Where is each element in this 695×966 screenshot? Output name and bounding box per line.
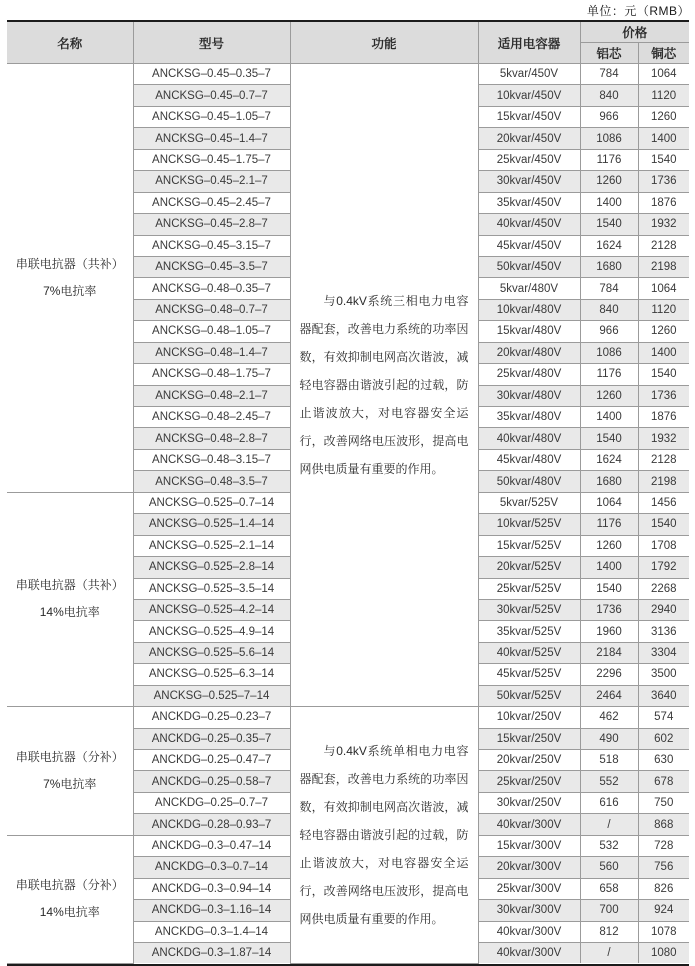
price-aluminum-cell: 1624 xyxy=(580,449,638,470)
price-aluminum-cell: 2296 xyxy=(580,664,638,685)
price-aluminum-cell: 2464 xyxy=(580,685,638,706)
model-cell: ANCKDG–0.3–0.94–14 xyxy=(133,878,290,899)
capacitor-cell: 30kvar/250V xyxy=(478,792,580,813)
column-header-function: 功能 xyxy=(290,22,478,64)
product-name-cell xyxy=(7,492,133,706)
price-copper-cell: 1540 xyxy=(638,149,689,170)
model-cell: ANCKSG–0.525–3.5–14 xyxy=(133,578,290,599)
capacitor-cell: 35kvar/525V xyxy=(478,621,580,642)
capacitor-cell: 25kvar/450V xyxy=(478,149,580,170)
price-aluminum-cell: 1176 xyxy=(580,364,638,385)
price-aluminum-cell: 552 xyxy=(580,771,638,792)
product-name-cell xyxy=(7,707,133,836)
capacitor-cell: 30kvar/525V xyxy=(478,599,580,620)
column-header-aluminum-core: 铝芯 xyxy=(580,43,638,64)
price-aluminum-cell: 1540 xyxy=(580,428,638,449)
price-aluminum-cell: 1680 xyxy=(580,471,638,492)
model-cell: ANCKDG–0.25–0.58–7 xyxy=(133,771,290,792)
model-cell: ANCKSG–0.45–1.05–7 xyxy=(133,106,290,127)
price-copper-cell: 1876 xyxy=(638,407,689,428)
model-cell: ANCKSG–0.48–0.7–7 xyxy=(133,299,290,320)
price-aluminum-cell: 518 xyxy=(580,750,638,771)
model-cell: ANCKSG–0.45–2.45–7 xyxy=(133,192,290,213)
product-name-cell xyxy=(7,835,133,963)
price-copper-cell: 924 xyxy=(638,900,689,921)
price-aluminum-cell: 1960 xyxy=(580,621,638,642)
price-copper-cell: 1456 xyxy=(638,492,689,513)
model-cell: ANCKSG–0.45–2.1–7 xyxy=(133,171,290,192)
price-aluminum-cell: 784 xyxy=(580,278,638,299)
capacitor-cell: 5kvar/525V xyxy=(478,492,580,513)
capacitor-cell: 30kvar/480V xyxy=(478,385,580,406)
price-aluminum-cell: 700 xyxy=(580,900,638,921)
capacitor-cell: 15kvar/525V xyxy=(478,535,580,556)
price-aluminum-cell: 1260 xyxy=(580,385,638,406)
price-copper-cell: 1400 xyxy=(638,128,689,149)
price-copper-cell: 1120 xyxy=(638,299,689,320)
price-aluminum-cell: / xyxy=(580,942,638,963)
capacitor-cell: 20kvar/525V xyxy=(478,557,580,578)
price-copper-cell: 678 xyxy=(638,771,689,792)
model-cell: ANCKDG–0.25–0.35–7 xyxy=(133,728,290,749)
product-name-cell xyxy=(7,64,133,493)
capacitor-cell: 20kvar/450V xyxy=(478,128,580,149)
price-copper-cell: 750 xyxy=(638,792,689,813)
model-cell: ANCKSG–0.48–3.5–7 xyxy=(133,471,290,492)
capacitor-cell: 15kvar/480V xyxy=(478,321,580,342)
capacitor-cell: 20kvar/250V xyxy=(478,750,580,771)
price-aluminum-cell: 1260 xyxy=(580,171,638,192)
price-copper-cell: 826 xyxy=(638,878,689,899)
reactance-rate-label: 14%电抗率 xyxy=(39,905,100,920)
price-copper-cell: 3136 xyxy=(638,621,689,642)
model-cell: ANCKDG–0.3–1.4–14 xyxy=(133,921,290,942)
model-cell: ANCKDG–0.3–0.47–14 xyxy=(133,835,290,856)
table-body xyxy=(7,64,689,964)
capacitor-cell: 45kvar/480V xyxy=(478,449,580,470)
model-cell: ANCKSG–0.48–0.35–7 xyxy=(133,278,290,299)
model-cell: ANCKSG–0.48–3.15–7 xyxy=(133,449,290,470)
price-aluminum-cell: 1086 xyxy=(580,128,638,149)
product-name-label: 串联电抗器（共补） xyxy=(15,578,124,593)
model-cell: ANCKSG–0.525–6.3–14 xyxy=(133,664,290,685)
price-aluminum-cell: 1064 xyxy=(580,492,638,513)
capacitor-cell: 40kvar/300V xyxy=(478,814,580,835)
column-header-model: 型号 xyxy=(133,22,290,64)
model-cell: ANCKDG–0.3–0.7–14 xyxy=(133,857,290,878)
capacitor-cell: 15kvar/300V xyxy=(478,835,580,856)
price-aluminum-cell: 1400 xyxy=(580,192,638,213)
model-cell: ANCKSG–0.525–1.4–14 xyxy=(133,514,290,535)
price-copper-cell: 728 xyxy=(638,835,689,856)
capacitor-cell: 25kvar/300V xyxy=(478,878,580,899)
price-copper-cell: 1078 xyxy=(638,921,689,942)
model-cell: ANCKSG–0.45–3.15–7 xyxy=(133,235,290,256)
price-copper-cell: 2198 xyxy=(638,256,689,277)
capacitor-cell: 50kvar/525V xyxy=(478,685,580,706)
price-aluminum-cell: 616 xyxy=(580,792,638,813)
price-aluminum-cell: 1086 xyxy=(580,342,638,363)
price-aluminum-cell: 1176 xyxy=(580,149,638,170)
reactance-rate-label: 7%电抗率 xyxy=(43,776,97,791)
price-aluminum-cell: 1176 xyxy=(580,514,638,535)
price-aluminum-cell: 966 xyxy=(580,106,638,127)
model-cell: ANCKSG–0.45–2.8–7 xyxy=(133,214,290,235)
capacitor-cell: 20kvar/300V xyxy=(478,857,580,878)
price-copper-cell: 574 xyxy=(638,707,689,728)
model-cell: ANCKSG–0.45–0.7–7 xyxy=(133,85,290,106)
price-copper-cell: 1120 xyxy=(638,85,689,106)
model-cell: ANCKSG–0.48–1.75–7 xyxy=(133,364,290,385)
model-cell: ANCKSG–0.525–4.9–14 xyxy=(133,621,290,642)
model-cell: ANCKSG–0.525–4.2–14 xyxy=(133,599,290,620)
function-text: 与0.4kV系统三相电力电容器配套，改善电力系统的功率因数，有效抑制电网高次谐波，减轻电容器由谐波引起的过载，防止谐波放大，对电容器安全运行，改善网络电压波形，提高电网供电质量有重要的作用。 xyxy=(299,294,469,477)
price-aluminum-cell: 840 xyxy=(580,299,638,320)
capacitor-cell: 40kvar/300V xyxy=(478,921,580,942)
price-aluminum-cell: 1400 xyxy=(580,407,638,428)
capacitor-cell: 40kvar/525V xyxy=(478,642,580,663)
price-copper-cell: 1736 xyxy=(638,171,689,192)
capacitor-cell: 25kvar/525V xyxy=(478,578,580,599)
capacitor-cell: 25kvar/250V xyxy=(478,771,580,792)
price-aluminum-cell: 1260 xyxy=(580,535,638,556)
function-cell xyxy=(290,64,478,707)
model-cell: ANCKDG–0.3–1.87–14 xyxy=(133,942,290,963)
price-copper-cell: 2128 xyxy=(638,449,689,470)
reactance-rate-label: 7%电抗率 xyxy=(43,283,97,298)
model-cell: ANCKSG–0.45–1.75–7 xyxy=(133,149,290,170)
price-copper-cell: 3304 xyxy=(638,642,689,663)
capacitor-cell: 10kvar/450V xyxy=(478,85,580,106)
capacitor-cell: 5kvar/480V xyxy=(478,278,580,299)
model-cell: ANCKDG–0.25–0.7–7 xyxy=(133,792,290,813)
model-cell: ANCKSG–0.525–5.6–14 xyxy=(133,642,290,663)
column-header-capacitor: 适用电容器 xyxy=(478,22,580,64)
price-aluminum-cell: 966 xyxy=(580,321,638,342)
price-copper-cell: 630 xyxy=(638,750,689,771)
price-copper-cell: 868 xyxy=(638,814,689,835)
price-aluminum-cell: 812 xyxy=(580,921,638,942)
product-name-label: 串联电抗器（分补） xyxy=(15,749,124,764)
model-cell: ANCKSG–0.48–1.05–7 xyxy=(133,321,290,342)
price-copper-cell: 1540 xyxy=(638,364,689,385)
price-aluminum-cell: 560 xyxy=(580,857,638,878)
price-copper-cell: 602 xyxy=(638,728,689,749)
function-text: 与0.4kV系统单相电力电容器配套，改善电力系统的功率因数，有效抑制电网高次谐波，减轻电容器由谐波引起的过载，防止谐波放大，对电容器安全运行，改善网络电压波形，提高电网供电质量有重要的作用。 xyxy=(299,744,469,926)
price-copper-cell: 1876 xyxy=(638,192,689,213)
price-copper-cell: 2128 xyxy=(638,235,689,256)
capacitor-cell: 5kvar/450V xyxy=(478,64,580,85)
capacitor-cell: 15kvar/450V xyxy=(478,106,580,127)
capacitor-cell: 40kvar/300V xyxy=(478,942,580,963)
price-copper-cell: 2268 xyxy=(638,578,689,599)
price-aluminum-cell: 462 xyxy=(580,707,638,728)
price-copper-cell: 1260 xyxy=(638,106,689,127)
reactor-price-table-wrap xyxy=(7,20,689,966)
model-cell: ANCKSG–0.48–2.1–7 xyxy=(133,385,290,406)
model-cell: ANCKSG–0.525–7–14 xyxy=(133,685,290,706)
capacitor-cell: 50kvar/480V xyxy=(478,471,580,492)
capacitor-cell: 45kvar/525V xyxy=(478,664,580,685)
model-cell: ANCKDG–0.28–0.93–7 xyxy=(133,814,290,835)
price-copper-cell: 1064 xyxy=(638,64,689,85)
price-copper-cell: 1736 xyxy=(638,385,689,406)
capacitor-cell: 45kvar/450V xyxy=(478,235,580,256)
table-row xyxy=(7,64,689,85)
model-cell: ANCKSG–0.48–2.45–7 xyxy=(133,407,290,428)
model-cell: ANCKSG–0.45–0.35–7 xyxy=(133,64,290,85)
capacitor-cell: 50kvar/450V xyxy=(478,256,580,277)
table-header xyxy=(7,22,689,64)
price-copper-cell: 1540 xyxy=(638,514,689,535)
capacitor-cell: 10kvar/480V xyxy=(478,299,580,320)
price-aluminum-cell: 840 xyxy=(580,85,638,106)
model-cell: ANCKSG–0.45–1.4–7 xyxy=(133,128,290,149)
capacitor-cell: 35kvar/450V xyxy=(478,192,580,213)
price-copper-cell: 1080 xyxy=(638,942,689,963)
price-copper-cell: 1064 xyxy=(638,278,689,299)
price-aluminum-cell: 2184 xyxy=(580,642,638,663)
price-copper-cell: 3500 xyxy=(638,664,689,685)
column-header-name: 名称 xyxy=(7,22,133,64)
capacitor-cell: 40kvar/450V xyxy=(478,214,580,235)
capacitor-cell: 30kvar/300V xyxy=(478,900,580,921)
model-cell: ANCKDG–0.3–1.16–14 xyxy=(133,900,290,921)
capacitor-cell: 10kvar/250V xyxy=(478,707,580,728)
model-cell: ANCKDG–0.25–0.23–7 xyxy=(133,707,290,728)
reactor-price-table xyxy=(7,22,689,964)
price-aluminum-cell: 784 xyxy=(580,64,638,85)
capacitor-cell: 20kvar/480V xyxy=(478,342,580,363)
capacitor-cell: 40kvar/480V xyxy=(478,428,580,449)
column-header-price: 价格 xyxy=(580,22,689,43)
price-copper-cell: 756 xyxy=(638,857,689,878)
capacitor-cell: 30kvar/450V xyxy=(478,171,580,192)
price-copper-cell: 1932 xyxy=(638,428,689,449)
column-header-copper-core: 铜芯 xyxy=(638,43,689,64)
product-name-label: 串联电抗器（共补） xyxy=(15,256,124,271)
price-aluminum-cell: 1400 xyxy=(580,557,638,578)
price-copper-cell: 3640 xyxy=(638,685,689,706)
capacitor-cell: 15kvar/250V xyxy=(478,728,580,749)
price-aluminum-cell: 1736 xyxy=(580,599,638,620)
capacitor-cell: 10kvar/525V xyxy=(478,514,580,535)
unit-label: 单位：元（RMB） xyxy=(586,4,690,18)
price-copper-cell: 2940 xyxy=(638,599,689,620)
price-aluminum-cell: 490 xyxy=(580,728,638,749)
reactance-rate-label: 14%电抗率 xyxy=(39,605,100,620)
price-copper-cell: 1400 xyxy=(638,342,689,363)
model-cell: ANCKSG–0.48–2.8–7 xyxy=(133,428,290,449)
price-aluminum-cell: 1540 xyxy=(580,578,638,599)
price-copper-cell: 1792 xyxy=(638,557,689,578)
model-cell: ANCKSG–0.45–3.5–7 xyxy=(133,256,290,277)
function-cell xyxy=(290,707,478,964)
model-cell: ANCKSG–0.525–2.8–14 xyxy=(133,557,290,578)
price-aluminum-cell: 1680 xyxy=(580,256,638,277)
product-name-label: 串联电抗器（分补） xyxy=(15,878,124,893)
price-aluminum-cell: 658 xyxy=(580,878,638,899)
price-copper-cell: 1708 xyxy=(638,535,689,556)
capacitor-cell: 35kvar/480V xyxy=(478,407,580,428)
price-copper-cell: 1260 xyxy=(638,321,689,342)
price-aluminum-cell: 1624 xyxy=(580,235,638,256)
header-row-1 xyxy=(7,22,689,43)
model-cell: ANCKSG–0.525–2.1–14 xyxy=(133,535,290,556)
price-aluminum-cell: 532 xyxy=(580,835,638,856)
capacitor-cell: 25kvar/480V xyxy=(478,364,580,385)
price-aluminum-cell: / xyxy=(580,814,638,835)
price-copper-cell: 2198 xyxy=(638,471,689,492)
model-cell: ANCKSG–0.525–0.7–14 xyxy=(133,492,290,513)
model-cell: ANCKDG–0.25–0.47–7 xyxy=(133,750,290,771)
table-row xyxy=(7,707,689,728)
model-cell: ANCKSG–0.48–1.4–7 xyxy=(133,342,290,363)
price-aluminum-cell: 1540 xyxy=(580,214,638,235)
price-copper-cell: 1932 xyxy=(638,214,689,235)
